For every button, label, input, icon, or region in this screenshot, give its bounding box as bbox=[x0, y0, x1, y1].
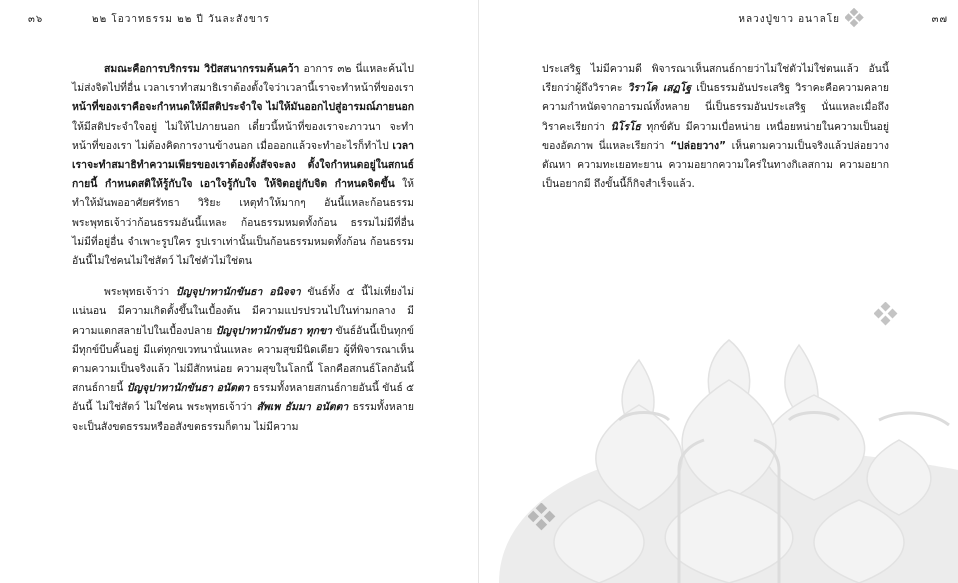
body-text-run: ให้มีสติประจำใจอยู่ ไม่ให้ไปภายนอก เดี๋ยวนี้หน้าที่ของเราจะภาวนา จะทำหน้าที่ของเรา ไม่ต้องคิดการงานข้างนอก เมื่อออกแล้วจะทำอะไรก็ทำไป bbox=[72, 120, 414, 152]
emphasis-text: ปัญจุปาทานักขันธา ทุกขา bbox=[215, 324, 333, 337]
emphasis-text: สมณะคือการบริกรรม วิปัสสนากรรมค้นคว้า bbox=[104, 63, 300, 75]
right-paragraph-1 bbox=[542, 60, 889, 194]
emphasis-text: เวลาเราจะทำสมาธิทำความเพียรของเราต้องตั้งสัจจะลง ตั้งใจกำหนดอยู่ในสกนธ์กายนี้ กำหนดสติให้รู้กับใจ เอาใจรู้กับใจ ให้จิตอยู่กับจิต กำหนดจิตขึ้น bbox=[72, 139, 414, 191]
body-text-run: ทุกข์ดับ มีความเบื่อหน่าย เหนื่อยหน่ายในความเป็นอยู่ของอัตภาพ นี่แหละเรียกว่า bbox=[542, 120, 890, 152]
emphasis-text: สัพเพ ธัมมา อนัตตา bbox=[256, 401, 349, 414]
left-running-header: ๒๒ โอวาทธรรม ๒๒ ปี วันละสังขาร bbox=[92, 14, 270, 25]
body-text-run: ธรรมทั้งหลายจะเป็นสังขตธรรมหรืออสังขตธรรมก็ตาม ไม่มีความ bbox=[72, 401, 414, 433]
body-text-run: ให้ทำให้มันพออาศัยศรัทธา วิริยะ เหตุทำให้มากๆ อันนี้แหละก้อนธรรม พระพุทธเจ้าว่าก้อนธรรมอันนี้แหละ ก้อนธรรมหมดทั้งก้อน ธรรมไม่มีที่อื่น ไม่มีที่อยู่อื่น จำเพาะรูปใคร รูปเราเท่านั้นเป็นก้อนธรรมหมดทั้งก้อน ก้อนธรรมอันนี้ไม่ใช่คนไม่ใช่สัตว์ ไม่ใช่ตัวไม่ใช่ตน bbox=[72, 178, 414, 268]
body-text-run: เป็นธรรมอันประเสริฐ วิราคะคือความคลายความกำหนัดจากอารมณ์ทั้งหลาย นี่เป็นธรรมอันประเสริฐ นั่นแหละเมื่อถึงวิราคะเรียกว่า bbox=[542, 82, 890, 133]
emphasis-text: ปัญจุปาทานักขันธา อนัตตา bbox=[126, 382, 250, 395]
flower-ornament-icon bbox=[874, 302, 898, 326]
emphasis-text: นิโรโธ bbox=[610, 120, 641, 133]
left-page-number: ๓๖ bbox=[28, 14, 44, 25]
right-page bbox=[479, 0, 958, 583]
emphasis-text: ปัญจุปาทานักขันธา อนิจจา bbox=[175, 286, 301, 299]
emphasis-text: “ปล่อยวาง” bbox=[670, 139, 726, 152]
left-paragraph-1 bbox=[72, 60, 414, 271]
body-text-run: ขันธ์ทั้ง ๕ นี้ไม่เที่ยงไม่แน่นอน มีความเกิดตั้งขึ้นในเบื้องต้น มีความแปรปรวนไปในท่ามกลาง มีความแตกสลายไปในเบื้องปลาย bbox=[72, 286, 414, 337]
body-text-run: เห็นตามความเป็นจริงแล้วปล่อยวางตัณหา ความทะเยอทะยาน ความอยากความใคร่ในทางกิเลสกาม ความอยากเป็นอยากมี ถึงขั้นนี้ก็กิจสำเร็จแล้ว. bbox=[542, 139, 889, 191]
body-text-run: พระพุทธเจ้าว่า bbox=[104, 286, 176, 299]
right-page-number: ๓๗ bbox=[931, 14, 948, 25]
flower-ornament-icon bbox=[528, 503, 556, 531]
right-running-header: หลวงปู่ขาว อนาลโย bbox=[738, 14, 840, 25]
right-body-text bbox=[542, 60, 889, 194]
body-text-run: ธรรมทั้งหลายสกนธ์กายอันนี้ ขันธ์ ๕ อันนี้ ไม่ใช่สัตว์ ไม่ใช่คน พระพุทธเจ้าว่า bbox=[72, 382, 414, 414]
body-text-run: ขันธ์อันนี้เป็นทุกข์ มีทุกข์บีบคั้นอยู่ มีแต่ทุกขเวทนานั่นแหละ ความสุขมีนิดเดียว ผู้ที่พิจารณาเห็นตามความเป็นจริงแล้ว ไม่มีสักหน่อย ความสุขในโลกนี้ โลกคือสกนธ์โลกอันนี้ สกนธ์กายนี้ bbox=[72, 324, 414, 395]
body-text-run: ประเสริฐ ไม่มีความดี พิจารณาเห็นสกนธ์กายว่าไม่ใช่ตัวไม่ใช่ตนแล้ว อันนี้เรียกว่าผู้ถึงวิราคะ bbox=[542, 63, 889, 95]
emphasis-text: วิราโค เสฏโฐ bbox=[627, 82, 692, 95]
left-paragraph-2 bbox=[72, 283, 414, 437]
diamond-flower-ornament-icon bbox=[845, 8, 865, 28]
left-body-text bbox=[72, 60, 414, 437]
emphasis-text: หน้าที่ของเราคือจะกำหนดให้มีสติประจำใจ ไม่ให้มันออกไปสู่อารมณ์ภายนอก bbox=[72, 101, 414, 114]
body-text-run: อาการ ๓๒ นี่แหละค้นไป ไม่ส่งจิตไปที่อื่น เวลาเราทำสมาธิเราต้องตั้งใจว่าเวลานี้เราจะทำหน้าที่ของเรา bbox=[72, 63, 414, 95]
